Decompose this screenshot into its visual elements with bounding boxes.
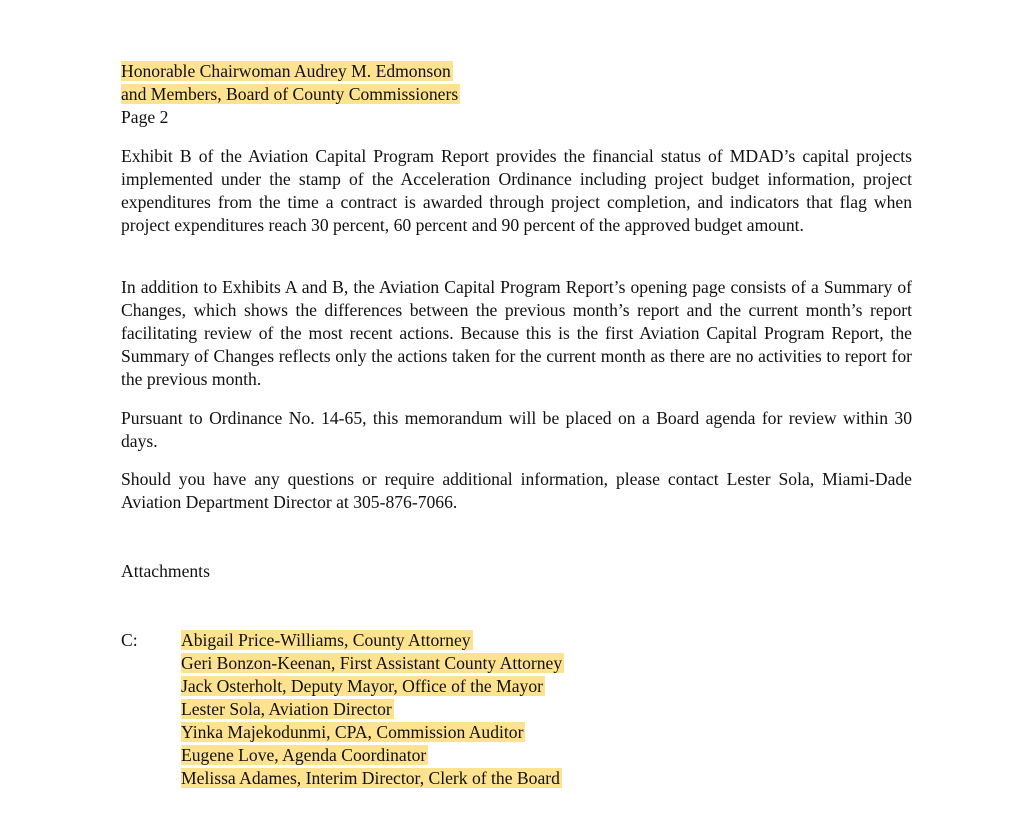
cc-recipient: Yinka Majekodunmi, CPA, Commission Auditor	[181, 722, 524, 742]
addressee-line-2: and Members, Board of County Commissioners	[121, 84, 459, 104]
cc-recipient: Eugene Love, Agenda Coordinator	[181, 745, 427, 765]
addressee-line-1: Honorable Chairwoman Audrey M. Edmonson	[121, 61, 451, 81]
cc-recipient: Jack Osterholt, Deputy Mayor, Office of the Mayor	[181, 676, 543, 696]
attachments-label: Attachments	[121, 561, 210, 581]
paragraph-contact: Should you have any questions or require additional information, please contact Lester Sola, Miami-Dade Aviation Department Director at 305-876-7066.	[121, 469, 912, 512]
cc-label: C:	[121, 630, 138, 650]
cc-recipient: Melissa Adames, Interim Director, Clerk of the Board	[181, 768, 560, 788]
cc-recipient: Geri Bonzon-Keenan, First Assistant County Attorney	[181, 653, 563, 673]
page-number: Page 2	[121, 107, 169, 127]
paragraph-summary-of-changes: In addition to Exhibits A and B, the Aviation Capital Program Report’s opening page consists of a Summary of Changes, which shows the differences between the previous month’s report and the current month’s report facilitating review of the most recent actions. Because this is the first Aviation Capital Program Report, the Summary of Changes reflects only the actions taken for the current month as there are no activities to report for the previous month.	[121, 277, 912, 389]
cc-recipient-list	[181, 629, 564, 790]
cc-recipient: Abigail Price-Williams, County Attorney	[181, 630, 471, 650]
addressee-block	[121, 60, 460, 129]
paragraph-ordinance: Pursuant to Ordinance No. 14-65, this memorandum will be placed on a Board agenda for review within 30 days.	[121, 408, 912, 451]
cc-recipient: Lester Sola, Aviation Director	[181, 699, 392, 719]
paragraph-exhibit-b: Exhibit B of the Aviation Capital Program Report provides the financial status of MDAD’s capital projects implemented under the stamp of the Acceleration Ordinance including project budget information, project expenditures from the time a contract is awarded through project completion, and indicators that flag when project expenditures reach 30 percent, 60 percent and 90 percent of the approved budget amount.	[121, 146, 912, 235]
